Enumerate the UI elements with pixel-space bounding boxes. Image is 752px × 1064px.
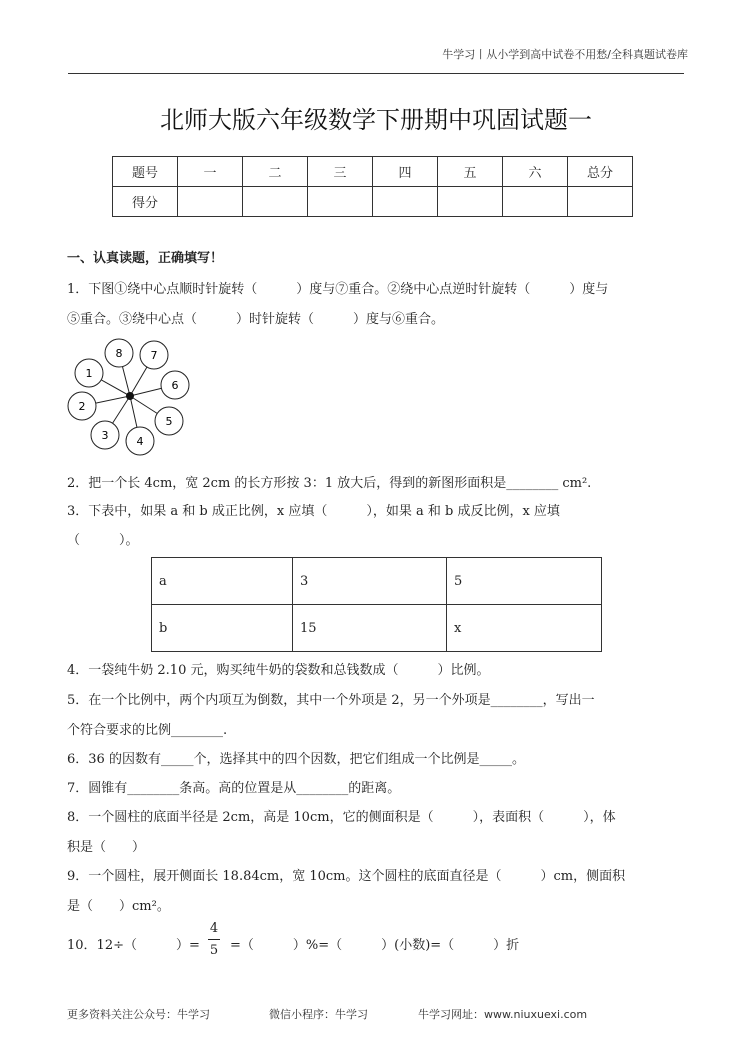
question-8-line-2: 积是（ ）	[67, 840, 146, 855]
question-1-line-1: 1．下图①绕中心点顺时针旋转（ ）度与⑦重合。②绕中心点逆时针旋转（ ）度与	[67, 282, 609, 297]
petal-label: 5	[165, 415, 173, 428]
petal-2	[68, 392, 96, 420]
score-cell: 四	[373, 157, 438, 187]
question-4: 4．一袋纯牛奶 2.10 元，购买纯牛奶的袋数和总钱数成（ ）比例。	[67, 663, 490, 678]
question-5-line-2: 个符合要求的比例________.	[67, 723, 228, 738]
question-10-part-2: =（ ）%=（ ）(小数)=（ ）折	[230, 938, 520, 953]
question-7: 7．圆锥有________条高。高的位置是从________的距离。	[67, 781, 401, 796]
petal-label: 8	[115, 347, 123, 360]
score-input-cell[interactable]	[178, 187, 243, 217]
score-input-cell[interactable]	[308, 187, 373, 217]
fraction-bar	[208, 939, 220, 940]
petal-label: 6	[171, 379, 179, 392]
score-cell: 五	[438, 157, 503, 187]
fraction-numerator: 4	[209, 921, 219, 936]
rotation-flower-figure	[60, 334, 200, 458]
question-2: 2．把一个长 4cm，宽 2cm 的长方形按 3：1 放大后，得到的新图形面积是________ cm².	[67, 476, 592, 491]
score-input-cell[interactable]	[568, 187, 633, 217]
question-9-line-2: 是（ ）cm²。	[67, 899, 170, 914]
petal-label: 1	[85, 367, 93, 380]
score-input-cell[interactable]	[503, 187, 568, 217]
score-table	[112, 156, 633, 217]
petal-1	[75, 359, 103, 387]
score-cell: 六	[503, 157, 568, 187]
score-table-header-row	[113, 157, 633, 187]
header-divider	[68, 73, 684, 74]
petal-label: 3	[101, 429, 109, 442]
ab-cell: b	[152, 605, 293, 652]
ab-cell: 15	[293, 605, 447, 652]
ab-table-row-a	[152, 558, 602, 605]
section-heading: 一、认真读题，正确填写！	[67, 251, 224, 266]
score-cell: 题号	[113, 157, 178, 187]
question-6: 6．36 的因数有_____个，选择其中的四个因数，把它们组成一个比例是_____。	[67, 752, 525, 767]
petal-label: 4	[136, 435, 144, 448]
question-10-part-1: 10．12÷（ ）=	[67, 938, 200, 953]
footer-mini-program: 微信小程序：牛学习	[269, 1008, 368, 1021]
score-cell: 总分	[568, 157, 633, 187]
petal-6	[161, 371, 189, 399]
question-8-line-1: 8．一个圆柱的底面半径是 2cm，高是 10cm，它的侧面积是（ ），表面积（ ），体	[67, 810, 616, 825]
footer-website: 牛学习网址：www.niuxuexi.com	[418, 1008, 588, 1021]
center-point	[126, 392, 134, 400]
footer-wechat-account: 更多资料关注公众号：牛学习	[67, 1008, 210, 1021]
question-1-line-2: ⑤重合。③绕中心点（ ）时针旋转（ ）度与⑥重合。	[67, 312, 445, 327]
score-cell: 一	[178, 157, 243, 187]
petal-4	[126, 427, 154, 455]
header-text: 牛学习丨从小学到高中试卷不用愁/全科真题试卷库	[442, 48, 688, 61]
petal-8	[105, 339, 133, 367]
page-title: 北师大版六年级数学下册期中巩固试题一	[160, 106, 592, 134]
score-input-cell[interactable]	[438, 187, 503, 217]
ab-cell: a	[152, 558, 293, 605]
fraction-denominator: 5	[209, 943, 219, 958]
question-3-line-1: 3．下表中，如果 a 和 b 成正比例，x 应填（ ），如果 a 和 b 成反比例，x 应填	[67, 504, 560, 519]
ab-cell: 5	[447, 558, 602, 605]
question-3-line-2: （ ）。	[67, 533, 139, 548]
score-input-cell[interactable]	[243, 187, 308, 217]
question-5-line-1: 5．在一个比例中，两个内项互为倒数，其中一个外项是 2，另一个外项是________，写出一	[67, 693, 595, 708]
ab-table-row-b	[152, 605, 602, 652]
petal-3	[91, 421, 119, 449]
ab-cell: x	[447, 605, 602, 652]
score-input-cell[interactable]	[373, 187, 438, 217]
question-9-line-1: 9．一个圆柱，展开侧面长 18.84cm，宽 10cm。这个圆柱的底面直径是（ ）cm，侧面积	[67, 869, 626, 884]
ab-table	[151, 557, 602, 652]
ab-cell: 3	[293, 558, 447, 605]
score-cell: 三	[308, 157, 373, 187]
petal-label: 2	[78, 400, 86, 413]
petal-5	[155, 407, 183, 435]
petal-label: 7	[150, 349, 158, 362]
score-cell: 得分	[113, 187, 178, 217]
score-cell: 二	[243, 157, 308, 187]
fraction	[208, 921, 220, 958]
score-table-score-row	[113, 187, 633, 217]
petal-7	[140, 341, 168, 369]
